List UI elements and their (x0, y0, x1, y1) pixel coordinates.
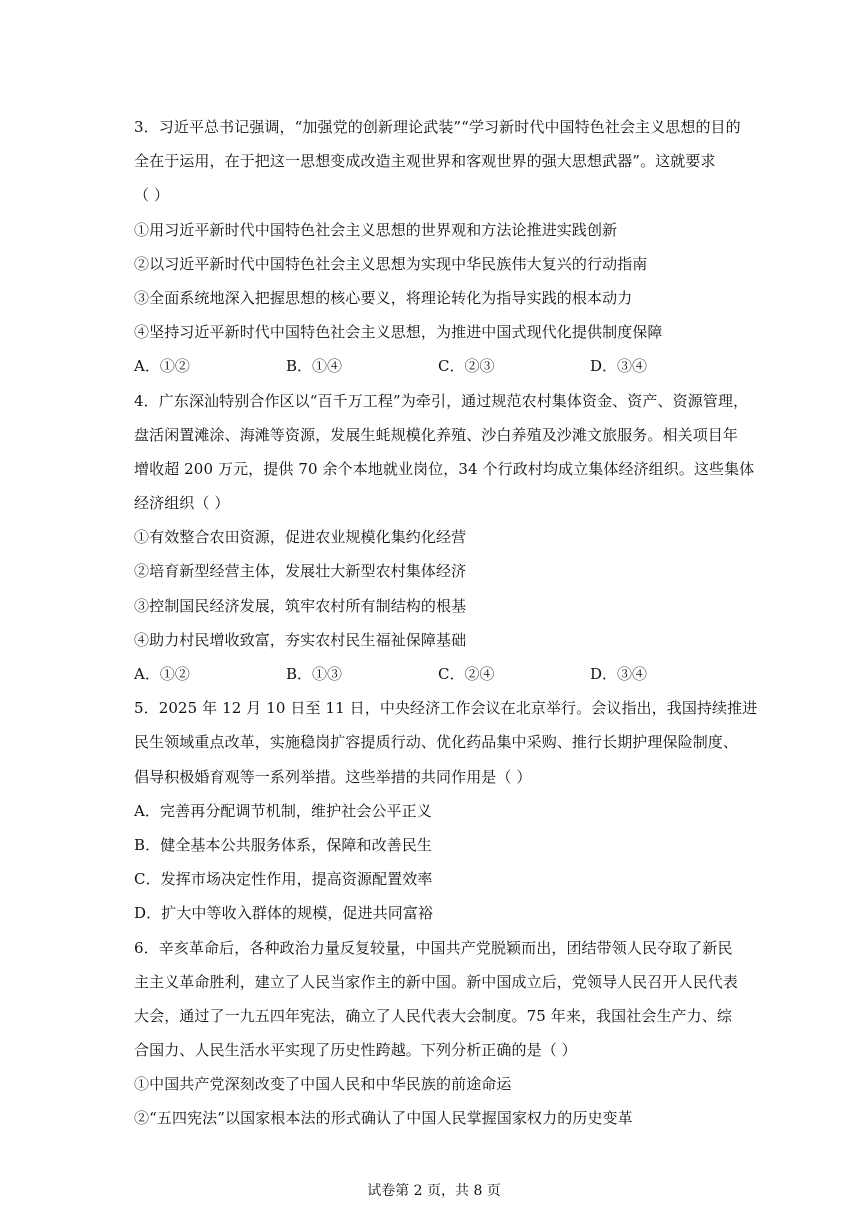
question-4 (134, 384, 754, 692)
statement-item: ②“五四宪法”以国家根本法的形式确认了中国人民掌握国家权力的历史变革 (134, 1109, 633, 1128)
page-footer: 试卷第 2 页，共 8 页 (367, 1183, 501, 1199)
question-stem-line: 4．广东深汕特别合作区以“百千万工程”为牵引，通过规范农村集体资金、资产、资源管理， (134, 391, 749, 410)
question-list (134, 110, 758, 1136)
answer-blank: （ ） (134, 186, 170, 205)
statement-item: ①用习近平新时代中国特色社会主义思想的世界观和方法论推进实践创新 (134, 220, 618, 239)
option-c: C．发挥市场决定性作用，提高资源配置效率 (134, 870, 433, 889)
statement-item: ②以习近平新时代中国特色社会主义思想为实现中华民族伟大复兴的行动指南 (134, 254, 648, 273)
question-stem-line: 盘活闲置滩涂、海滩等资源，发展生蚝规模化养殖、沙白养殖及沙滩文旅服务。相关项目年 (134, 425, 739, 444)
option-b: B．健全基本公共服务体系，保障和改善民生 (134, 835, 433, 854)
option-a: A．①② (134, 665, 190, 683)
question-stem-line: 倡导积极婚育观等一系列举措。这些举措的共同作用是（ ） (134, 767, 532, 786)
option-c: C．②④ (438, 665, 495, 683)
option-d: D．③④ (590, 665, 648, 683)
option-c: C．②③ (438, 357, 495, 376)
question-stem-line: 5．2025 年 12 月 10 日至 11 日，中央经济工作会议在北京举行。会议指出，我国持续推进 (134, 699, 758, 718)
statement-item: ①中国共产党深刻改变了中国人民和中华民族的前途命运 (134, 1075, 512, 1094)
question-stem-line: 增收超 200 万元，提供 70 余个本地就业岗位，34 个行政村均成立集体经济组织。这些集体 (134, 459, 755, 478)
statement-item: ①有效整合农田资源，促进农业规模化集约化经营 (134, 528, 467, 547)
answer-options (134, 349, 754, 383)
option-d: D．扩大中等收入群体的规模，促进共同富裕 (134, 904, 434, 923)
statement-item: ②培育新型经营主体，发展壮大新型农村集体经济 (134, 562, 467, 581)
option-d: D．③④ (590, 357, 648, 376)
answer-options (134, 657, 754, 691)
question-stem-line: 民生领域重点改革，实施稳岗扩容提质行动、优化药品集中采购、推行长期护理保险制度、 (134, 733, 739, 752)
option-b: B．①④ (286, 357, 343, 376)
question-6 (134, 931, 754, 1136)
question-stem-line: 全在于运用，在于把这一思想变成改造主观世界和客观世界的强大思想武器”。这就要求 (134, 152, 716, 171)
question-stem-line: 6．辛亥革命后，各种政治力量反复较量，中国共产党脱颖而出，团结带领人民夺取了新民 (134, 938, 733, 957)
question-stem-line: 3．习近平总书记强调，“加强党的创新理论武装”“学习新时代中国特色社会主义思想的目的 (134, 118, 741, 136)
question-5 (134, 691, 758, 930)
question-stem-line: 大会，通过了一九五四年宪法，确立了人民代表大会制度。75 年来，我国社会生产力、综 (134, 1006, 732, 1025)
question-stem-line: 合国力、人民生活水平实现了历史性跨越。下列分析正确的是（ ） (134, 1041, 577, 1060)
option-a: A．①② (134, 357, 190, 376)
option-b: B．①③ (286, 665, 343, 683)
statement-item: ④坚持习近平新时代中国特色社会主义思想，为推进中国式现代化提供制度保障 (134, 323, 663, 342)
statement-item: ④助力村民增收致富，夯实农村民生福祉保障基础 (134, 630, 467, 649)
statement-item: ③控制国民经济发展，筑牢农村所有制结构的根基 (134, 596, 467, 615)
question-stem-line: 主主义革命胜利，建立了人民当家作主的新中国。新中国成立后，党领导人民召开人民代表 (134, 972, 739, 991)
option-a: A．完善再分配调节机制，维护社会公平正义 (134, 801, 432, 820)
question-3 (134, 110, 754, 384)
statement-item: ③全面系统地深入把握思想的核心要义，将理论转化为指导实践的根本动力 (134, 288, 633, 307)
question-stem-line: 经济组织（ ） (134, 494, 230, 513)
